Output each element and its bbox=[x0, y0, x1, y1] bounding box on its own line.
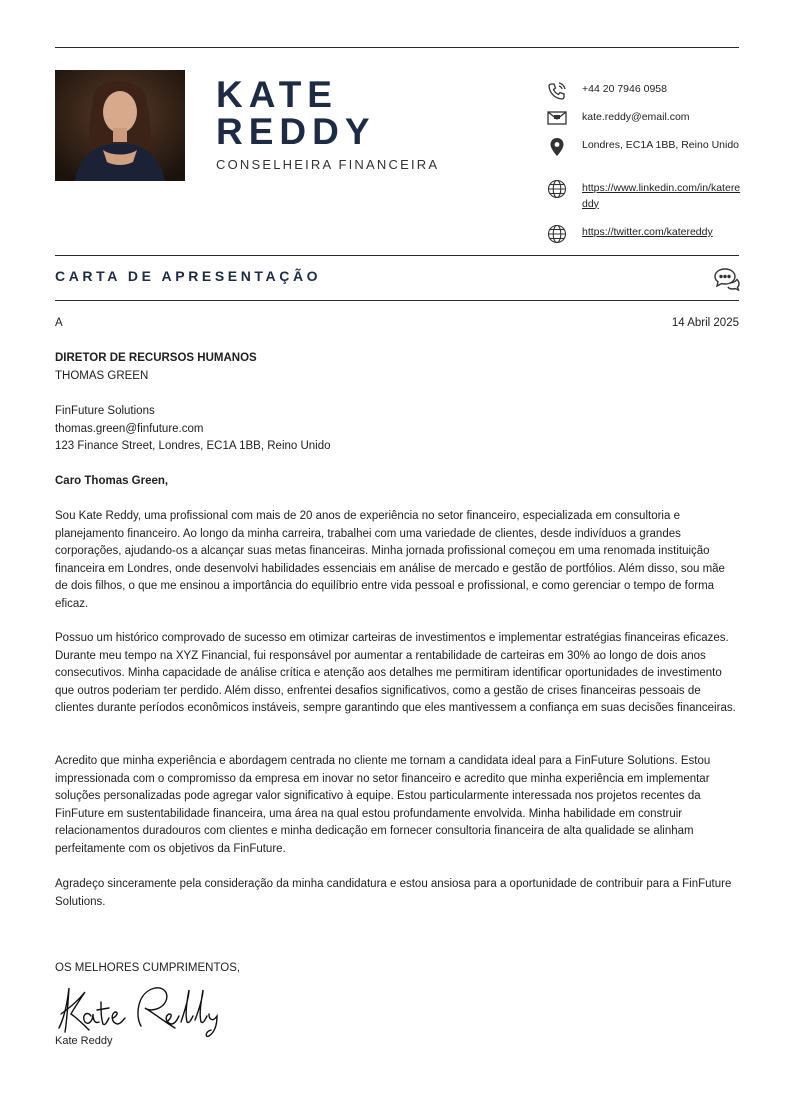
recipient-role: DIRETOR DE RECURSOS HUMANOS bbox=[55, 352, 257, 364]
globe-icon bbox=[546, 178, 568, 200]
linkedin-link[interactable]: https://www.linkedin.com/in/katereddy bbox=[582, 182, 741, 210]
profile-photo bbox=[55, 70, 185, 181]
twitter-link[interactable]: https://twitter.com/katereddy bbox=[582, 226, 713, 238]
company-email: thomas.green@finfuture.com bbox=[55, 423, 204, 435]
email-text[interactable]: kate.reddy@email.com bbox=[582, 111, 690, 123]
letter-paragraph: Possuo um histórico comprovado de sucesso em otimizar carteiras de investimentos e implementar estratégias financeiras eficazes. Durante meu tempo na XYZ Financial, fui responsável por aumentar a rentabilidade de carteiras em 30% ao longo de dois anos consecutivos. Minha capacidade de análise crítica e atenção aos detalhes me permitiram identificar oportunidades de investimento que outros poderiam ter perdido. Além disso, enfrentei desafios significativos, como a gestão de crises financeiras pessoais de clientes durante períodos econômicos instáveis, sempre garantindo que eles mantivessem a confiança em suas decisões financeiras. bbox=[55, 632, 736, 714]
letter-date: 14 Abril 2025 bbox=[671, 317, 739, 329]
phone-icon bbox=[546, 80, 568, 102]
job-title: CONSELHEIRA FINANCEIRA bbox=[216, 157, 440, 172]
last-name: REDDY bbox=[216, 111, 376, 152]
address-text: Londres, EC1A 1BB, Reino Unido bbox=[582, 139, 740, 151]
chat-bubbles-icon bbox=[713, 267, 741, 291]
candidate-name bbox=[216, 76, 376, 150]
to-label: A bbox=[55, 317, 63, 329]
globe-icon bbox=[546, 223, 568, 245]
section-title: CARTA DE APRESENTAÇÃO bbox=[55, 268, 322, 284]
salutation: Caro Thomas Green, bbox=[55, 475, 169, 487]
top-divider bbox=[55, 47, 739, 48]
handwritten-signature bbox=[55, 980, 255, 1040]
first-name: KATE bbox=[216, 74, 338, 115]
signed-name: Kate Reddy bbox=[55, 1035, 113, 1047]
recipient-name: THOMAS GREEN bbox=[55, 370, 149, 382]
closing: OS MELHORES CUMPRIMENTOS, bbox=[55, 962, 241, 974]
company-name: FinFuture Solutions bbox=[55, 405, 155, 417]
letter-paragraph: Sou Kate Reddy, uma profissional com mais de 20 anos de experiência no setor financeiro, especializada em consultoria e planejamento financeiro. Ao longo da minha carreira, trabalhei com uma variedade de clientes, desde indivíduos a grandes corporações, ajudando-os a alcançar suas metas financeiras. Minha jornada profissional começou em uma renomada instituição financeira em Londres, onde desenvolvi habilidades essenciais em análise de mercado e gestão de portfólios. Além disso, sou mãe de dois filhos, o que me ensinou a importância do equilíbrio entre vida pessoal e profissional, e como gerenciar o tempo de forma eficaz. bbox=[55, 510, 725, 610]
section-divider-top bbox=[55, 255, 739, 256]
email-icon bbox=[546, 107, 568, 129]
letter-paragraph: Acredito que minha experiência e abordagem centrada no cliente me tornam a candidata ideal para a FinFuture Solutions. Estou impressionada com o compromisso da empresa em inovar no setor financeiro e acredito que minha experiência em implementar soluções personalizadas pode agregar valor significativo à equipe. Estou particularmente interessada nos projetos recentes da FinFuture em sustentabilidade financeira, uma área na qual estou profundamente envolvida. Minha habilidade em construir relacionamentos duradouros com clientes e minha dedicação em fornecer consultoria financeira de alta qualidade se alinham perfeitamente com os objetivos da FinFuture. bbox=[55, 755, 711, 855]
company-address: 123 Finance Street, Londres, EC1A 1BB, Reino Unido bbox=[55, 440, 331, 452]
location-pin-icon bbox=[546, 136, 568, 158]
phone-text: +44 20 7946 0958 bbox=[582, 83, 667, 95]
letter-paragraph: Agradeço sinceramente pela consideração da minha candidatura e estou ansiosa para a oportunidade de contribuir para a FinFuture Solutions. bbox=[55, 878, 732, 908]
section-divider-bottom bbox=[55, 300, 739, 301]
